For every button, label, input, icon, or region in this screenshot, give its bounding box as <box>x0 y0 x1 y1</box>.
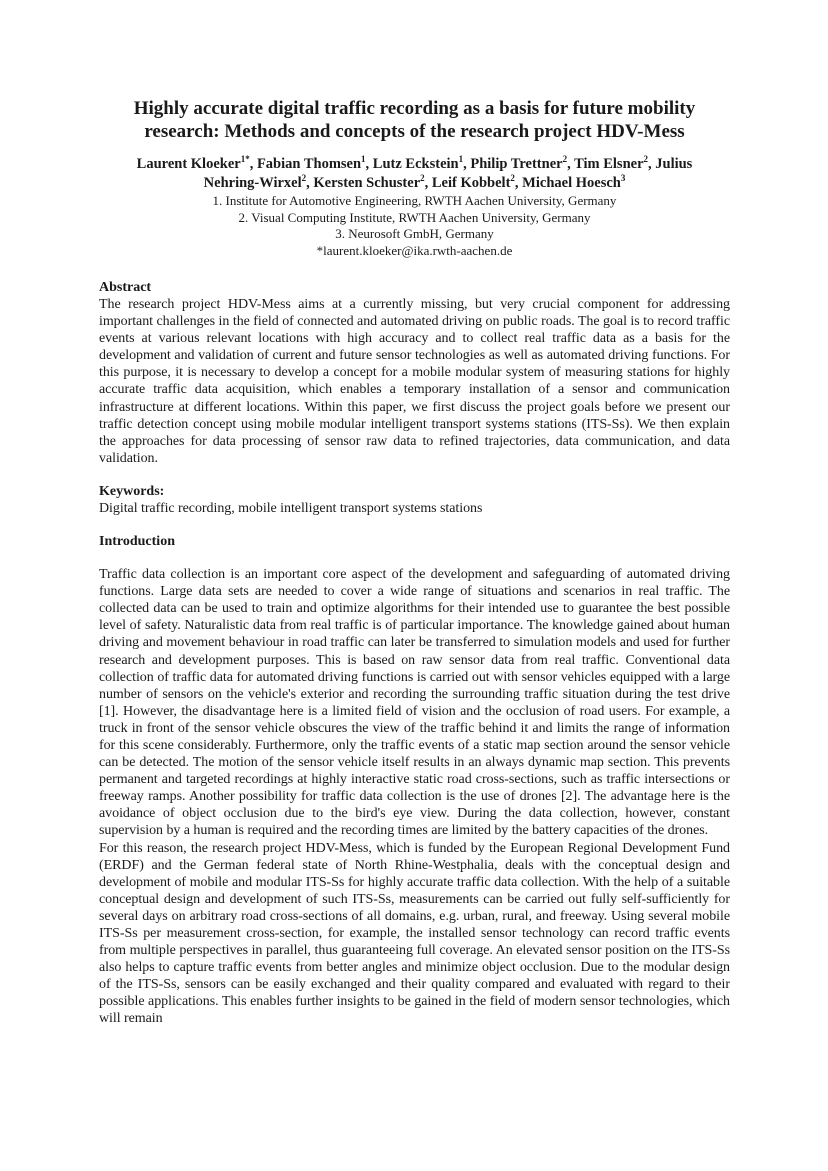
paper-title <box>99 97 730 143</box>
title-line-1: Highly accurate digital traffic recording as a basis for future mobility <box>133 98 696 119</box>
abstract-text: The research project HDV-Mess aims at a currently missing, but very crucial component for addressing important challenges in the field of connected and automated driving on public roads. The goal is to record traffic events at various relevant locations with high accuracy and to collect real traffic data as a basis for the development and validation of current and future sensor technologies as well as automated driving functions. For this purpose, it is necessary to develop a concept for a mobile modular system of measuring stations for highly accurate traffic data acquisition, which enables a temporary installation of a sensor and communication infrastructure at different locations. Within this paper, we first discuss the project goals before we present our traffic detection concept using mobile modular intelligent transport systems stations (ITS-Ss). We then explain the approaches for data processing of sensor raw data to refined trajectories, data communication, and data validation. <box>99 297 730 466</box>
keywords-heading: Keywords: <box>99 483 165 499</box>
affiliation: 1. Institute for Automotive Engineering, RWTH Aachen University, Germany <box>212 193 617 208</box>
author: Michael Hoesch$^3$ <box>522 173 626 191</box>
introduction-body <box>99 566 730 1028</box>
introduction-paragraph: Traffic data collection is an important core aspect of the development and safeguarding of automated driving functions. Large data sets are needed to cover a wide range of situations and scenarios in real traffic. The collected data can be used to train and optimize algorithms for their intended use to guarantee the best possible level of safety. Naturalistic data from real traffic is of particular importance. The knowledge gained about human driving and movement behaviour in road traffic can later be transferred to simulation models and used for further research and development purposes. This is based on raw sensor data from real traffic. Conventional data collection of traffic data for automated driving functions is carried out with sensor vehicles equipped with a large number of sensors on the vehicle's exterior and recording the surrounding traffic situation during the test drive [1]. However, the disadvantage here is a limited field of vision and the occlusion of road users. For example, a truck in front of the sensor vehicle obscures the view of the traffic behind it and limits the range of information for this scene considerably. Furthermore, only the traffic events of a static map section around the sensor vehicle can be detected. The motion of the sensor vehicle itself results in an always dynamic map section. This prevents permanent and targeted recordings at highly interactive static road cross-sections, such as traffic intersections or freeway ramps. Another possibility for traffic data collection is the use of drones [2]. The advantage here is the avoidance of object occlusion due to the bird's eye view. During the data collection, however, constant supervision by a human is required and the recording times are limited by the battery capacities of the drones. <box>99 567 730 839</box>
author: Lutz Eckstein$^1$, <box>372 154 471 172</box>
keywords-text: Digital traffic recording, mobile intelligent transport systems stations <box>99 500 483 516</box>
author: Philip Trettner$^2$, <box>470 154 575 172</box>
affiliation: 3. Neurosoft GmbH, Germany <box>335 226 494 241</box>
abstract-heading: Abstract <box>99 280 152 295</box>
author: Kersten Schuster$^2$, <box>313 173 432 191</box>
affiliation-list <box>99 193 730 259</box>
author-list <box>99 155 730 193</box>
author: Fabian Thomsen$^1$, <box>256 154 373 172</box>
title-line-2: research: Methods and concepts of the research project HDV-Mess <box>144 121 685 142</box>
introduction-heading: Introduction <box>99 534 175 550</box>
author: Nehring-Wirxel$^2$, <box>203 173 314 191</box>
introduction-paragraph: For this reason, the research project HDV-Mess, which is funded by the European Regional Development Fund (ERDF) and the German federal state of North Rhine-Westphalia, deals with the conceptual design and development of mobile and modular ITS-Ss for highly accurate traffic data collection. With the help of a suitable conceptual design and development of such ITS-Ss, measurements can be carried out fully self-sufficiently for several days on arbitrary road cross-sections of all domains, e.g. urban, rural, and freeway. Using several mobile ITS-Ss per measurement cross-section, for example, the installed sensor technology can record traffic events from multiple perspectives in parallel, thus guaranteeing full coverage. An elevated sensor position on the ITS-Ss also helps to capture traffic events from better angles and minimize object occlusion. Due to the modular design of the ITS-Ss, sensors can be easily exchanged and their quality compared and evaluated with regard to their possible applications. This enables further insights to be gained in the field of modern sensor technologies, which will remain <box>99 840 730 1027</box>
corresponding-email: *laurent.kloeker@ika.rwth-aachen.de <box>316 242 513 258</box>
author: Leif Kobbelt$^2$, <box>431 173 523 191</box>
author: Tim Elsner$^2$, Julius <box>574 154 693 172</box>
paper-page <box>99 97 730 1028</box>
author: Laurent Kloeker$^{1*}$, <box>136 154 257 172</box>
affiliation: 2. Visual Computing Institute, RWTH Aachen University, Germany <box>238 209 591 225</box>
